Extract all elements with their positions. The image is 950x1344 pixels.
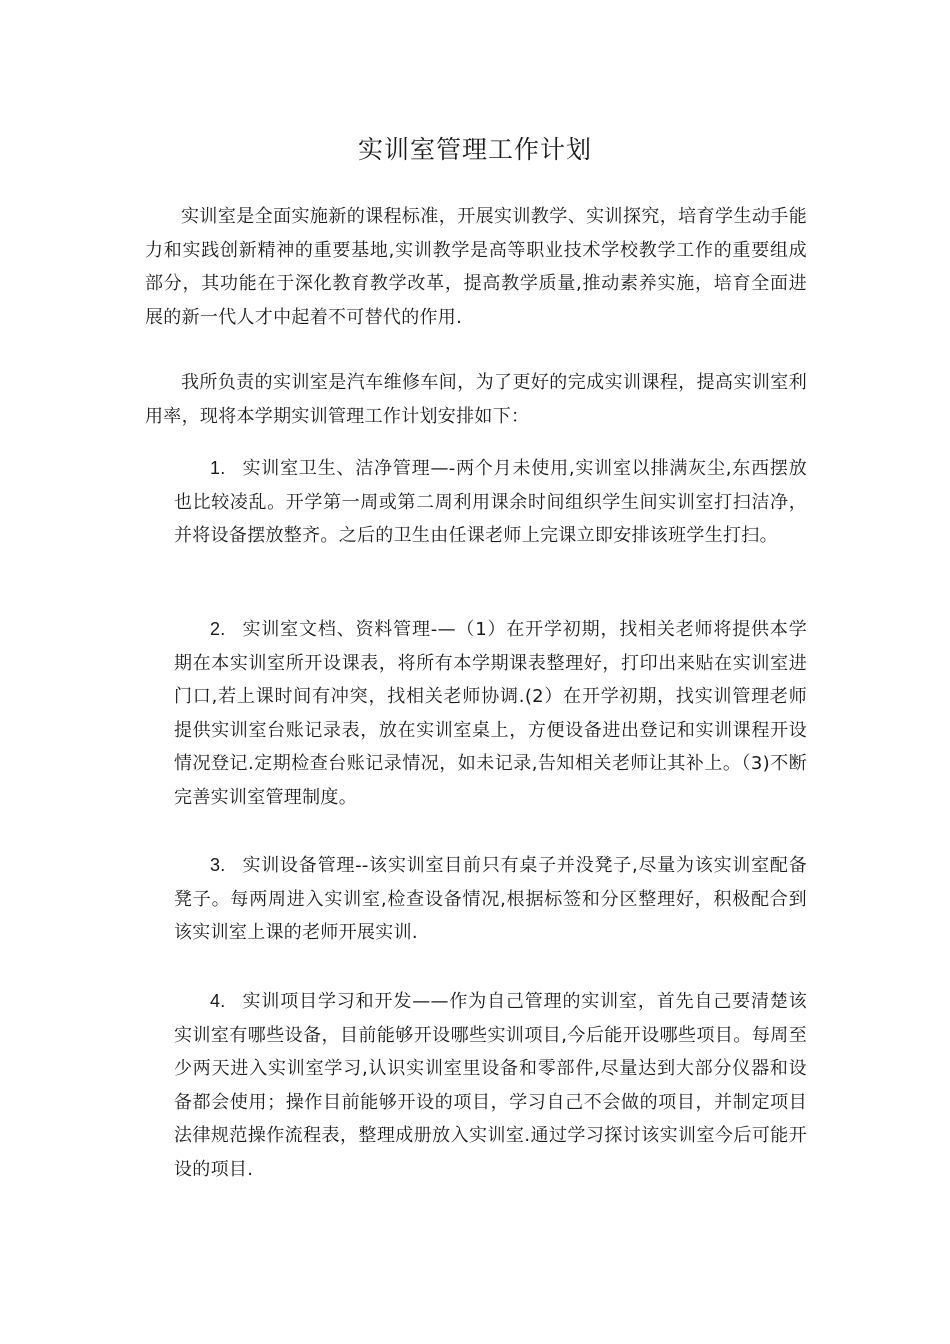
plan-item-number: 3.	[210, 855, 226, 875]
plan-item-number: 2.	[210, 619, 226, 639]
plan-item-text: 实训室卫生、洁净管理—-两个月未使用,实训室以排满灰尘,东西摆放也比较凌乱。开学第一周或第二周利用课余时间组织学生间实训室打扫洁净，并将设备摆放整齐。之后的卫生由任课老师上完课立即安排该班学生打扫。	[174, 458, 807, 546]
document-title: 实训室管理工作计划	[357, 135, 592, 164]
plan-item	[174, 613, 807, 814]
intro-paragraph: 实训室是全面实施新的课程标准，开展实训教学、实训探究，培育学生动手能力和实践创新精神的重要基地,实训教学是高等职业技术学校教学工作的重要组成部分，其功能在于深化教育教学改革，提高教学质量,推动素养实施，培育全面进展的新一代人才中起着不可替代的作用.	[145, 206, 807, 328]
plan-item	[174, 985, 807, 1186]
plan-item-number: 4.	[210, 991, 226, 1011]
plan-item-text: 实训设备管理--该实训室目前只有桌子并没凳子,尽量为该实训室配备凳子。每两周进入实训室,检查设备情况,根据标签和分区整理好，积极配合到该实训室上课的老师开展实训.	[174, 855, 807, 943]
plan-item	[174, 849, 807, 950]
plan-item	[174, 452, 807, 553]
intro-paragraph: 我所负责的实训室是汽车维修车间，为了更好的完成实训课程，提高实训室利用率，现将本学期实训管理工作计划安排如下：	[145, 372, 807, 427]
plan-item-text: 实训室文档、资料管理-—（1）在开学初期，找相关老师将提供本学期在本实训室所开设课表，将所有本学期课表整理好，打印出来贴在实训室进门口,若上课时间有冲突，找相关老师协调.(2）在开学初期，找实训管理老师提供实训室台账记录表，放在实训室桌上，方便设备进出登记和实训课程开设情况登记.定期检查台账记录情况，如未记录,告知相关老师让其补上。（3)不断完善实训室管理制度。	[174, 619, 807, 808]
plan-item-text: 实训项目学习和开发——作为自己管理的实训室，首先自己要清楚该实训室有哪些设备，目前能够开设哪些实训项目,今后能开设哪些项目。每周至少两天进入实训室学习,认识实训室里设备和零部件,尽量达到大部分仪器和设备都会使用；操作目前能够开设的项目，学习自己不会做的项目，并制定项目法律规范操作流程表，整理成册放入实训室.通过学习探讨该实训室今后可能开设的项目.	[174, 991, 807, 1180]
plan-item-number: 1.	[210, 458, 226, 478]
